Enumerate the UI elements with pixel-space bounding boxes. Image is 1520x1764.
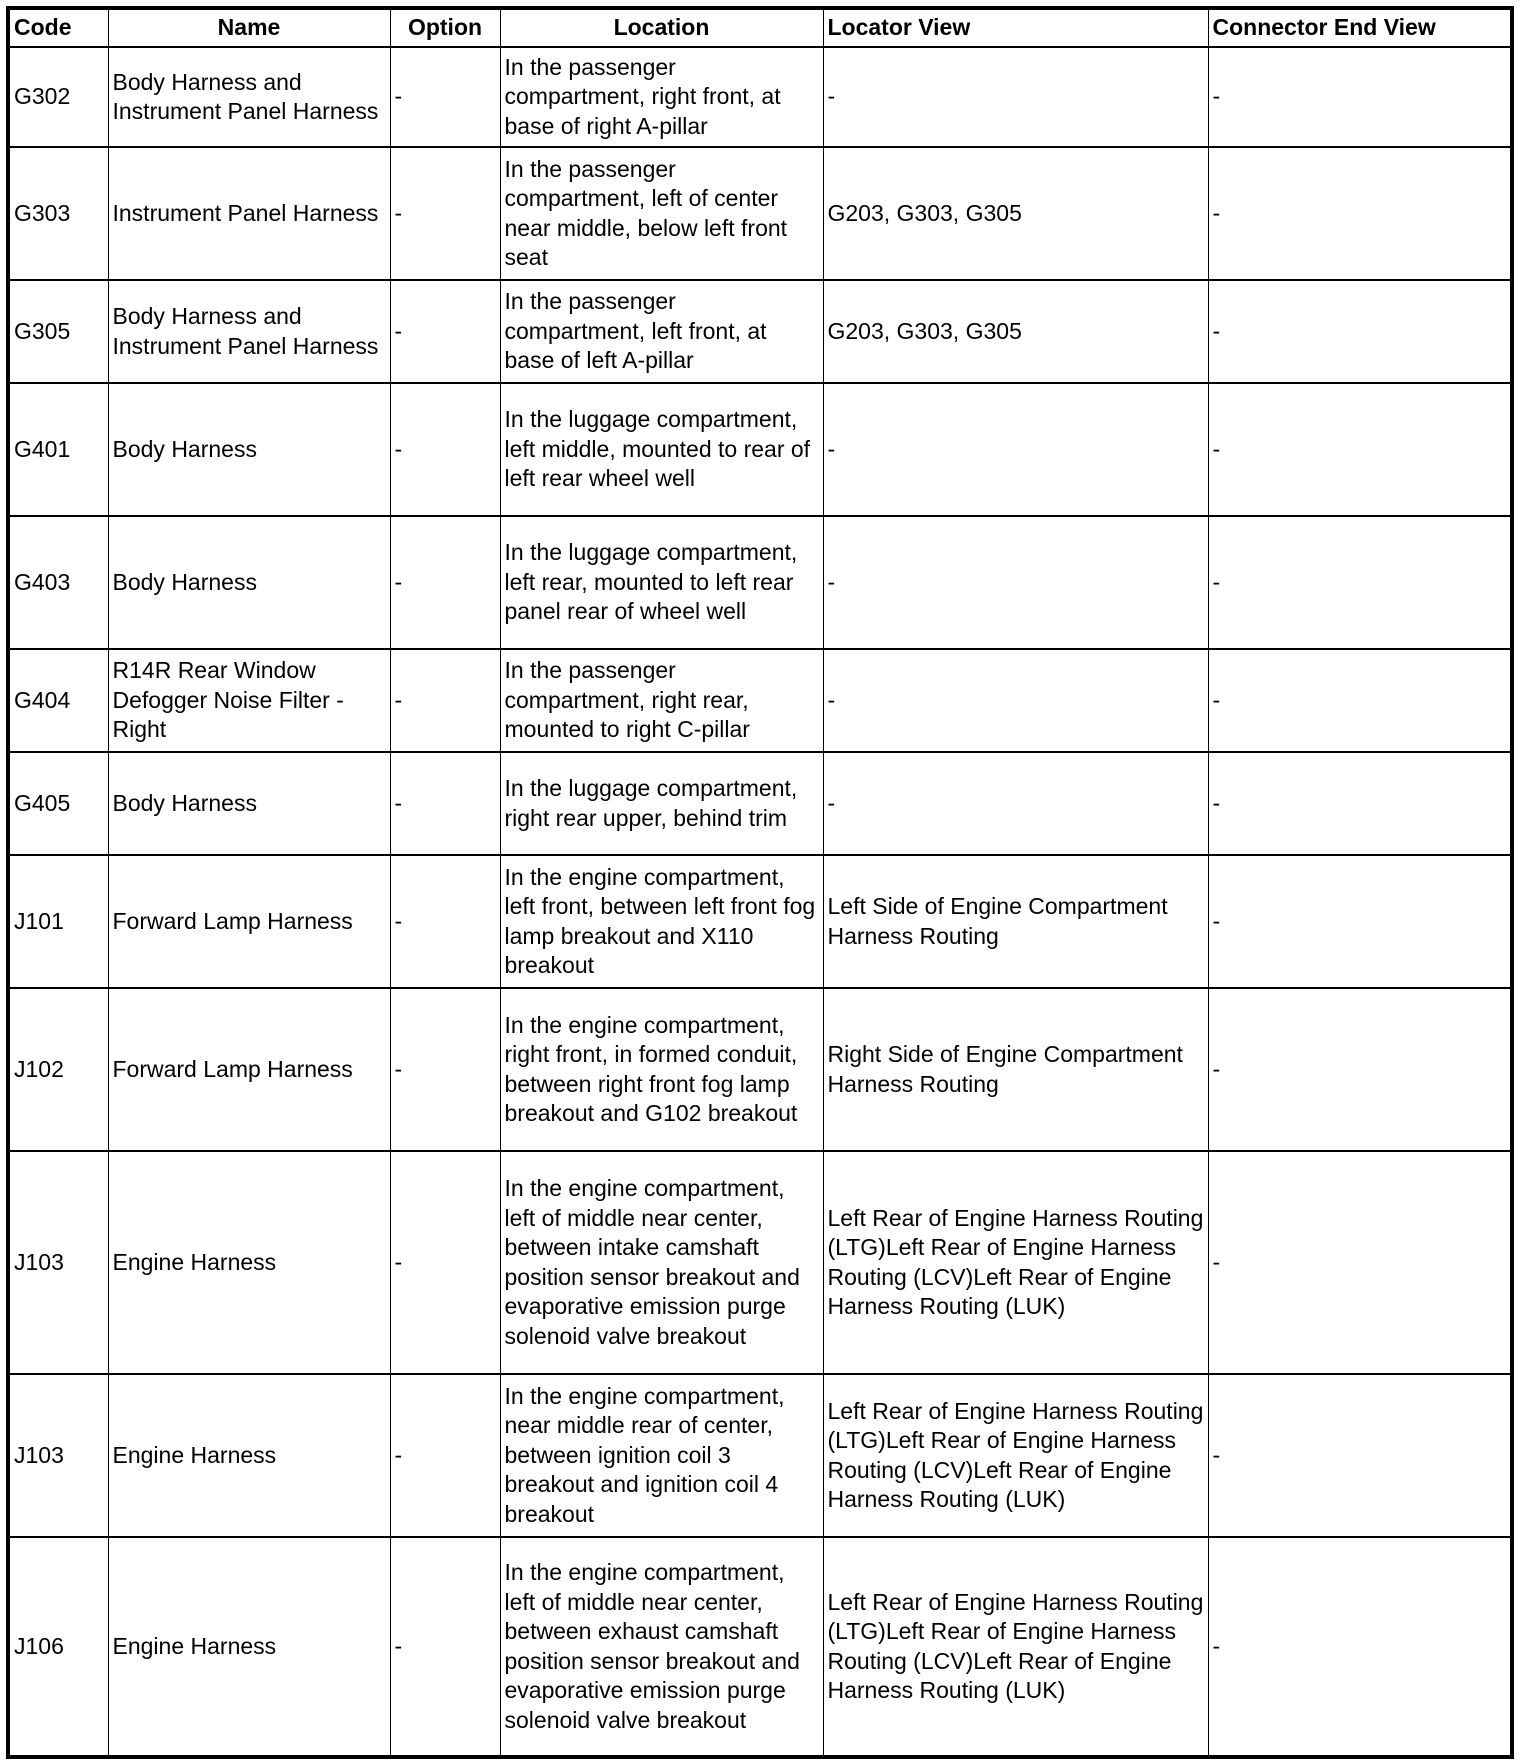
cell-connector-end-view: - [1208,516,1512,649]
table-body [8,47,1512,1757]
cell-name: Forward Lamp Harness [108,988,390,1151]
cell-name: Engine Harness [108,1151,390,1374]
cell-location: In the passenger compartment, right front, at base of right A-pillar [500,47,823,147]
cell-locator-view: G203, G303, G305 [823,147,1208,280]
cell-code: G305 [8,280,108,383]
cell-name: Body Harness [108,516,390,649]
cell-name: Engine Harness [108,1537,390,1757]
cell-code: J103 [8,1151,108,1374]
cell-code: G403 [8,516,108,649]
header-row [8,8,1512,47]
cell-code: G405 [8,752,108,855]
cell-code: G404 [8,649,108,752]
header-option: Option [390,8,500,47]
cell-locator-view: Left Rear of Engine Harness Routing (LTG)Left Rear of Engine Harness Routing (LCV)Left Rear of Engine Harness Routing (LUK) [823,1374,1208,1537]
table-row [8,383,1512,516]
cell-location: In the engine compartment, left of middle near center, between exhaust camshaft position sensor breakout and evaporative emission purge solenoid valve breakout [500,1537,823,1757]
cell-code: J102 [8,988,108,1151]
cell-location: In the passenger compartment, left of center near middle, below left front seat [500,147,823,280]
cell-name: Body Harness [108,383,390,516]
header-code: Code [8,8,108,47]
cell-name: Engine Harness [108,1374,390,1537]
cell-name: Instrument Panel Harness [108,147,390,280]
cell-connector-end-view: - [1208,1151,1512,1374]
cell-connector-end-view: - [1208,280,1512,383]
cell-name: R14R Rear Window Defogger Noise Filter - Right [108,649,390,752]
cell-option: - [390,1374,500,1537]
header-locator-view: Locator View [823,8,1208,47]
cell-option: - [390,988,500,1151]
cell-name: Forward Lamp Harness [108,855,390,988]
cell-location: In the passenger compartment, right rear, mounted to right C-pillar [500,649,823,752]
cell-location: In the engine compartment, left of middle near center, between intake camshaft position sensor breakout and evaporative emission purge solenoid valve breakout [500,1151,823,1374]
cell-connector-end-view: - [1208,47,1512,147]
cell-code: J103 [8,1374,108,1537]
cell-option: - [390,516,500,649]
cell-option: - [390,649,500,752]
cell-location: In the engine compartment, near middle rear of center, between ignition coil 3 breakout and ignition coil 4 breakout [500,1374,823,1537]
cell-connector-end-view: - [1208,1374,1512,1537]
cell-option: - [390,383,500,516]
cell-code: G302 [8,47,108,147]
cell-locator-view: - [823,516,1208,649]
header-location: Location [500,8,823,47]
table-row [8,988,1512,1151]
cell-location: In the luggage compartment, left middle, mounted to rear of left rear wheel well [500,383,823,516]
cell-location: In the luggage compartment, left rear, mounted to left rear panel rear of wheel well [500,516,823,649]
table-row [8,1374,1512,1537]
cell-location: In the luggage compartment, right rear upper, behind trim [500,752,823,855]
table-row [8,752,1512,855]
cell-locator-view: - [823,649,1208,752]
cell-code: G401 [8,383,108,516]
cell-connector-end-view: - [1208,1537,1512,1757]
table-row [8,649,1512,752]
cell-locator-view: Right Side of Engine Compartment Harness Routing [823,988,1208,1151]
cell-connector-end-view: - [1208,383,1512,516]
cell-connector-end-view: - [1208,855,1512,988]
cell-name: Body Harness and Instrument Panel Harness [108,280,390,383]
cell-code: J106 [8,1537,108,1757]
cell-option: - [390,47,500,147]
cell-locator-view: G203, G303, G305 [823,280,1208,383]
table-row [8,1151,1512,1374]
table-row [8,280,1512,383]
table-row [8,855,1512,988]
header-connector-end-view: Connector End View [1208,8,1512,47]
cell-locator-view: Left Side of Engine Compartment Harness Routing [823,855,1208,988]
cell-option: - [390,280,500,383]
cell-locator-view: Left Rear of Engine Harness Routing (LTG)Left Rear of Engine Harness Routing (LCV)Left Rear of Engine Harness Routing (LUK) [823,1537,1208,1757]
cell-code: J101 [8,855,108,988]
cell-option: - [390,1151,500,1374]
cell-location: In the engine compartment, left front, between left front fog lamp breakout and X110 breakout [500,855,823,988]
cell-locator-view: Left Rear of Engine Harness Routing (LTG)Left Rear of Engine Harness Routing (LCV)Left Rear of Engine Harness Routing (LUK) [823,1151,1208,1374]
cell-connector-end-view: - [1208,649,1512,752]
component-locator-table [6,6,1514,1759]
table-row [8,1537,1512,1757]
cell-name: Body Harness [108,752,390,855]
cell-locator-view: - [823,383,1208,516]
cell-option: - [390,855,500,988]
cell-connector-end-view: - [1208,147,1512,280]
cell-locator-view: - [823,47,1208,147]
cell-option: - [390,147,500,280]
cell-locator-view: - [823,752,1208,855]
table-row [8,147,1512,280]
cell-option: - [390,1537,500,1757]
cell-location: In the passenger compartment, left front, at base of left A-pillar [500,280,823,383]
cell-name: Body Harness and Instrument Panel Harness [108,47,390,147]
table-row [8,47,1512,147]
table-row [8,516,1512,649]
cell-option: - [390,752,500,855]
cell-connector-end-view: - [1208,752,1512,855]
cell-location: In the engine compartment, right front, in formed conduit, between right front fog lamp breakout and G102 breakout [500,988,823,1151]
cell-connector-end-view: - [1208,988,1512,1151]
header-name: Name [108,8,390,47]
cell-code: G303 [8,147,108,280]
